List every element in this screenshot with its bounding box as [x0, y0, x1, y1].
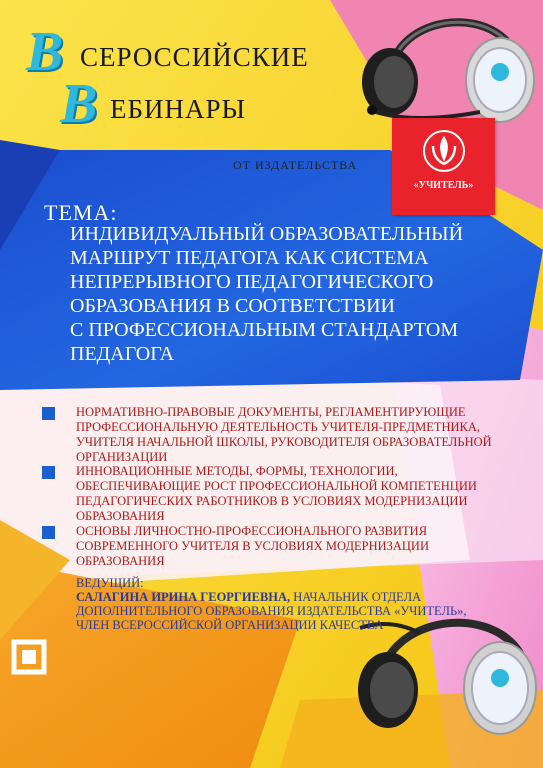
- bullet-line: ОБЕСПЕЧИВАЮЩИЕ РОСТ ПРОФЕССИОНАЛЬНОЙ КОМПЕТЕНЦИИ: [76, 479, 477, 493]
- host-label: ВЕДУЩИЙ:: [76, 576, 144, 590]
- topic-line: НЕПРЕРЫВНОГО ПЕДАГОГИЧЕСКОГО: [70, 271, 434, 293]
- bullet-line: ОБРАЗОВАНИЯ: [76, 509, 165, 523]
- bullet-line: ОРГАНИЗАЦИИ: [76, 450, 168, 464]
- host-title-2: ДОПОЛНИТЕЛЬНОГО ОБРАЗОВАНИЯ ИЗДАТЕЛЬСТВА «УЧИТЕЛЬ»,: [76, 604, 467, 618]
- bullet-line: УЧИТЕЛЯ НАЧАЛЬНОЙ ШКОЛЫ, РУКОВОДИТЕЛЯ ОБРАЗОВАТЕЛЬНОЙ: [76, 435, 492, 449]
- headset-top-image: [350, 0, 540, 130]
- topic-label: ТЕМА:: [44, 200, 118, 225]
- bullet-line: ИННОВАЦИОННЫЕ МЕТОДЫ, ФОРМЫ, ТЕХНОЛОГИИ,: [76, 464, 398, 478]
- bullet-line: ПЕДАГОГИЧЕСКИХ РАБОТНИКОВ В УСЛОВИЯХ МОДЕРНИЗАЦИИ: [76, 494, 468, 508]
- topic-line: ПЕДАГОГА: [70, 343, 175, 365]
- bullet-square-icon: [42, 407, 55, 420]
- topic-title: [70, 222, 535, 366]
- topic-line: МАРШРУТ ПЕДАГОГА КАК СИСТЕМА: [70, 247, 429, 269]
- title-line-1: СЕРОССИЙСКИЕ: [80, 42, 309, 72]
- host-line-1: [76, 590, 516, 604]
- title-initial-1: В: [26, 21, 64, 83]
- host-title-3: ЧЛЕН ВСЕРОССИЙСКОЙ ОРГАНИЗАЦИИ КАЧЕСТВА: [76, 618, 384, 632]
- publisher-logo: [392, 118, 495, 215]
- publisher-label: ОТ ИЗДАТЕЛЬСТВА: [233, 158, 358, 172]
- logo-caption: «УЧИТЕЛЬ»: [413, 180, 474, 191]
- host-name: САЛАГИНА ИРИНА ГЕОРГИЕВНА,: [76, 590, 291, 604]
- bullet-line: ОСНОВЫ ЛИЧНОСТНО-ПРОФЕССИОНАЛЬНОГО РАЗВИТИЯ: [76, 524, 428, 538]
- bullet-item-3: [76, 524, 516, 569]
- topic-line: ИНДИВИДУАЛЬНЫЙ ОБРАЗОВАТЕЛЬНЫЙ: [70, 223, 464, 245]
- topic-line: ОБРАЗОВАНИЯ В СООТВЕТСТВИИ: [70, 295, 395, 317]
- host-title-1: НАЧАЛЬНИК ОТДЕЛА: [290, 590, 422, 604]
- bullet-line: ОБРАЗОВАНИЯ: [76, 554, 165, 568]
- bullet-line: ПРОФЕССИОНАЛЬНУЮ ДЕЯТЕЛЬНОСТЬ УЧИТЕЛЯ-ПРЕДМЕТНИКА,: [76, 420, 481, 434]
- title-line-2: ЕБИНАРЫ: [110, 94, 247, 124]
- bullet-square-icon: [42, 466, 55, 479]
- host-block: [76, 576, 516, 632]
- topic-line: С ПРОФЕССИОНАЛЬНЫМ СТАНДАРТОМ: [70, 319, 459, 341]
- bullet-line: СОВРЕМЕННОГО УЧИТЕЛЯ В УСЛОВИЯХ МОДЕРНИЗАЦИИ: [76, 539, 429, 553]
- bullet-square-icon: [42, 526, 55, 539]
- bullet-item-2: [76, 464, 516, 524]
- bullet-line: НОРМАТИВНО-ПРАВОВЫЕ ДОКУМЕНТЫ, РЕГЛАМЕНТИРУЮЩИЕ: [76, 405, 466, 419]
- bullet-item-1: [76, 405, 516, 465]
- uchitel-flame-logo-icon: [423, 128, 465, 174]
- title-initial-2: В: [60, 73, 98, 135]
